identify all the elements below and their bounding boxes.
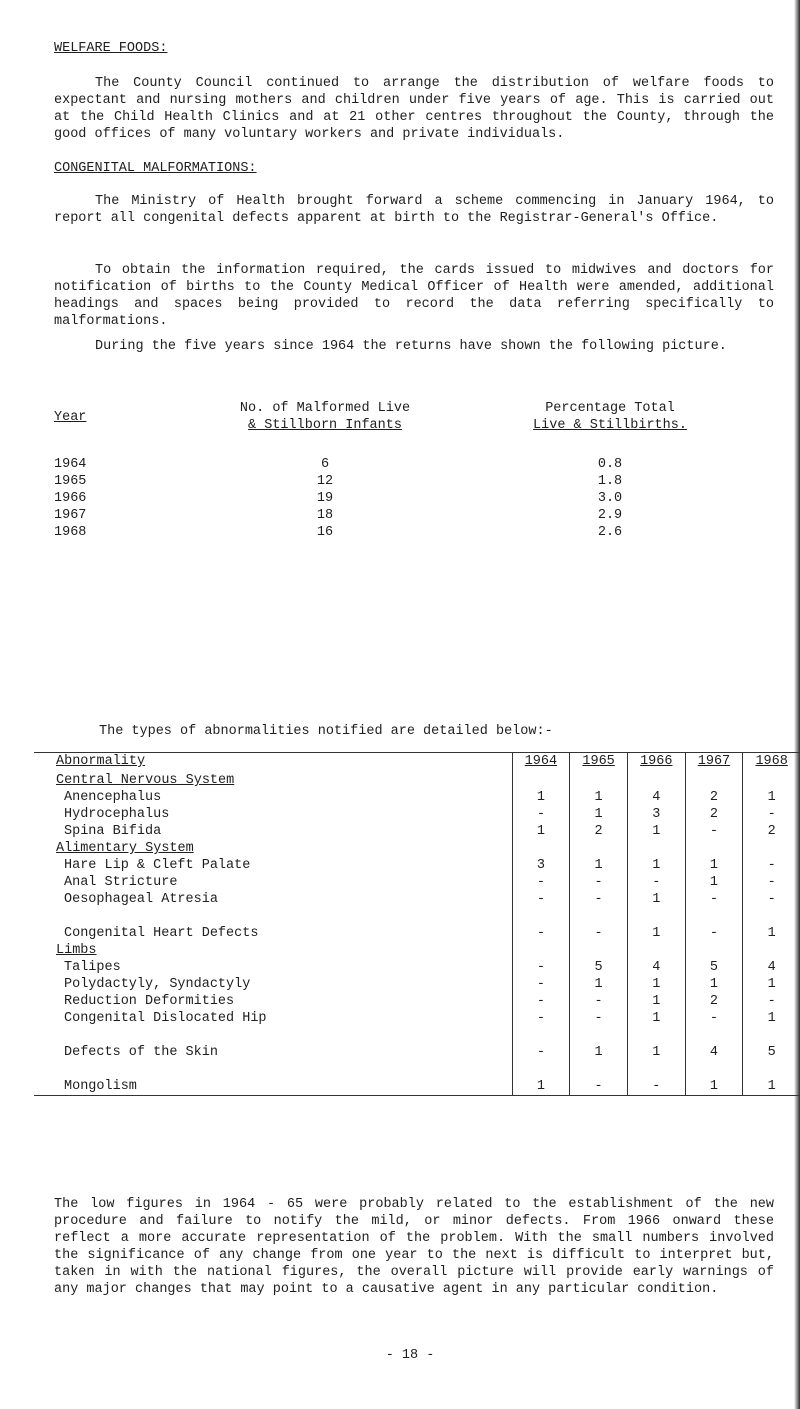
table-row xyxy=(34,806,800,823)
welfare-paragraph: The County Council continued to arrange the distribution of welfare foods to expectant and nursing mothers and children under five years of age. This is carried out at the Child Health Clinics and at 21 other centres throughout the County, through the good offices of many voluntary workers and private individuals. xyxy=(54,76,774,142)
summary-col-year: Year xyxy=(54,410,87,425)
summary-year: 1964 xyxy=(54,457,87,472)
summary-table xyxy=(54,456,774,541)
summary-year: 1966 xyxy=(54,491,87,506)
row-value: 1 xyxy=(743,789,800,806)
summary-col-percent-line2: Live & Stillbirths. xyxy=(533,418,687,433)
row-value: - xyxy=(685,925,743,942)
row-value: 1 xyxy=(570,857,628,874)
row-value: - xyxy=(512,1044,570,1061)
row-value: 1 xyxy=(685,1078,743,1096)
summary-percent: 1.8 xyxy=(597,474,623,489)
empty-cell xyxy=(570,772,628,789)
row-value: - xyxy=(512,874,570,891)
row-value: - xyxy=(570,1078,628,1096)
summary-percent: 0.8 xyxy=(597,457,623,472)
row-value: 1 xyxy=(627,857,685,874)
row-label: Defects of the Skin xyxy=(64,1045,218,1060)
section-title-row xyxy=(34,772,800,789)
empty-cell xyxy=(512,1061,570,1078)
row-label: Anal Stricture xyxy=(64,875,178,890)
row-value: - xyxy=(743,874,800,891)
section-spacer-row xyxy=(34,1061,800,1078)
table-row xyxy=(34,925,800,942)
row-label: Hare Lip & Cleft Palate xyxy=(64,858,251,873)
row-value: 1 xyxy=(512,1078,570,1096)
empty-cell xyxy=(570,840,628,857)
row-value: 4 xyxy=(627,959,685,976)
header-year: 1968 xyxy=(743,753,800,773)
row-value: 1 xyxy=(570,806,628,823)
row-value: 1 xyxy=(627,993,685,1010)
empty-cell xyxy=(512,772,570,789)
row-value: 5 xyxy=(743,1044,800,1061)
summary-col-percent-line1: Percentage Total xyxy=(545,401,675,416)
table-row xyxy=(34,789,800,806)
row-value: - xyxy=(570,891,628,908)
section-title-row xyxy=(34,942,800,959)
closing-paragraph: The low figures in 1964 - 65 were probably related to the establishment of the new procedure and failure to notify the mild, or minor defects. From 1966 onward these reflect a more accurate representation of the problem. With the small numbers involved the significance of any change from one year to the next is difficult to interpret but, taken in with the national figures, the overall picture will provide early warnings of any major changes that may point to a causative agent in any particular condition. xyxy=(54,1197,774,1297)
row-value: 1 xyxy=(627,976,685,993)
summary-number: 18 xyxy=(316,508,334,523)
summary-row xyxy=(54,456,774,473)
row-label: Spina Bifida xyxy=(64,824,162,839)
row-value: 2 xyxy=(685,789,743,806)
table-row xyxy=(34,993,800,1010)
section-spacer-row xyxy=(34,1027,800,1044)
row-value: 4 xyxy=(743,959,800,976)
summary-number: 6 xyxy=(320,457,330,472)
congenital-paragraph-3: During the five years since 1964 the returns have shown the following picture. xyxy=(95,339,727,354)
table-row xyxy=(34,891,800,908)
empty-cell xyxy=(743,1027,800,1044)
row-value: 1 xyxy=(627,1044,685,1061)
empty-cell xyxy=(627,1061,685,1078)
header-year: 1967 xyxy=(685,753,743,773)
header-year: 1964 xyxy=(512,753,570,773)
row-value: - xyxy=(570,874,628,891)
section-spacer xyxy=(34,1061,512,1078)
summary-number: 12 xyxy=(316,474,334,489)
empty-cell xyxy=(743,840,800,857)
summary-year: 1968 xyxy=(54,525,87,540)
congenital-paragraph-2: To obtain the information required, the cards issued to midwives and doctors for notification of births to the County Medical Officer of Health were amended, additional headings and spaces being provided to record the data referring specifically to malformations. xyxy=(54,263,774,329)
row-label: Hydrocephalus xyxy=(64,807,170,822)
empty-cell xyxy=(685,1061,743,1078)
summary-row xyxy=(54,524,774,541)
congenital-paragraph-1: The Ministry of Health brought forward a scheme commencing in January 1964, to report all congenital defects apparent at birth to the Registrar-General's Office. xyxy=(54,194,774,226)
summary-row xyxy=(54,473,774,490)
empty-cell xyxy=(570,1061,628,1078)
row-value: 1 xyxy=(685,857,743,874)
empty-cell xyxy=(570,1027,628,1044)
section-title: Alimentary System xyxy=(56,841,194,856)
table-row xyxy=(34,857,800,874)
empty-cell xyxy=(743,908,800,925)
table-row xyxy=(34,1044,800,1061)
row-label: Polydactyly, Syndactyly xyxy=(64,977,251,992)
row-value: 1 xyxy=(743,1078,800,1096)
empty-cell xyxy=(512,942,570,959)
row-value: 2 xyxy=(570,823,628,840)
row-value: - xyxy=(512,806,570,823)
row-value: 1 xyxy=(512,823,570,840)
header-abnormality: Abnormality xyxy=(34,753,512,773)
row-value: - xyxy=(512,976,570,993)
row-value: 5 xyxy=(685,959,743,976)
summary-col-number-line2: & Stillborn Infants xyxy=(248,418,402,433)
summary-year: 1967 xyxy=(54,508,87,523)
empty-cell xyxy=(685,908,743,925)
empty-cell xyxy=(512,1027,570,1044)
empty-cell xyxy=(685,1027,743,1044)
section-spacer-row xyxy=(34,908,800,925)
types-intro: The types of abnormalities notified are detailed below:- xyxy=(99,724,553,739)
summary-percent: 2.6 xyxy=(597,525,623,540)
summary-col-number-line1: No. of Malformed Live xyxy=(239,401,411,416)
summary-number: 19 xyxy=(316,491,334,506)
row-value: 1 xyxy=(627,925,685,942)
row-label: Mongolism xyxy=(34,1078,512,1096)
row-value: - xyxy=(685,823,743,840)
row-value: 5 xyxy=(570,959,628,976)
summary-header xyxy=(54,400,774,440)
section-spacer xyxy=(34,1027,512,1044)
summary-percent: 3.0 xyxy=(597,491,623,506)
row-value: 1 xyxy=(570,789,628,806)
empty-cell xyxy=(627,942,685,959)
section-title: Central Nervous System xyxy=(56,773,235,788)
row-value: 2 xyxy=(685,993,743,1010)
row-value: - xyxy=(512,993,570,1010)
empty-cell xyxy=(627,840,685,857)
row-value: - xyxy=(743,857,800,874)
abnormality-table xyxy=(34,752,800,1096)
header-year: 1965 xyxy=(570,753,628,773)
row-value: 2 xyxy=(743,823,800,840)
row-label: Reduction Deformities xyxy=(64,994,235,1009)
page-number: - 18 - xyxy=(385,1348,435,1363)
empty-cell xyxy=(570,942,628,959)
empty-cell xyxy=(512,840,570,857)
empty-cell xyxy=(627,908,685,925)
table-row xyxy=(34,959,800,976)
row-value: - xyxy=(512,925,570,942)
row-value: 1 xyxy=(685,874,743,891)
table-row xyxy=(34,823,800,840)
section-title-row xyxy=(34,840,800,857)
row-value: 1 xyxy=(627,1010,685,1027)
empty-cell xyxy=(627,772,685,789)
row-label: Congenital Dislocated Hip xyxy=(64,1011,267,1026)
row-value: 4 xyxy=(685,1044,743,1061)
row-value: - xyxy=(512,891,570,908)
summary-year: 1965 xyxy=(54,474,87,489)
row-label: Talipes xyxy=(64,960,121,975)
empty-cell xyxy=(570,908,628,925)
table-header-row xyxy=(34,753,800,773)
row-value: 1 xyxy=(743,1010,800,1027)
row-value: 1 xyxy=(570,976,628,993)
row-value: 1 xyxy=(512,789,570,806)
summary-number: 16 xyxy=(316,525,334,540)
row-value: 4 xyxy=(627,789,685,806)
row-value: - xyxy=(743,806,800,823)
empty-cell xyxy=(512,908,570,925)
row-value: - xyxy=(685,1010,743,1027)
row-label: Anencephalus xyxy=(64,790,162,805)
row-value: - xyxy=(512,1010,570,1027)
row-value: 1 xyxy=(685,976,743,993)
empty-cell xyxy=(685,772,743,789)
row-value: - xyxy=(570,1010,628,1027)
empty-cell xyxy=(685,942,743,959)
table-row xyxy=(34,874,800,891)
row-value: - xyxy=(743,891,800,908)
row-value: - xyxy=(627,1078,685,1096)
congenital-heading: CONGENITAL MALFORMATIONS: xyxy=(54,161,257,176)
row-value: - xyxy=(570,993,628,1010)
empty-cell xyxy=(743,942,800,959)
row-value: - xyxy=(627,874,685,891)
empty-cell xyxy=(627,1027,685,1044)
summary-row xyxy=(54,507,774,524)
row-value: 3 xyxy=(512,857,570,874)
table-row xyxy=(34,976,800,993)
row-value: 1 xyxy=(570,1044,628,1061)
row-value: 3 xyxy=(627,806,685,823)
row-value: 1 xyxy=(743,976,800,993)
row-value: 1 xyxy=(627,823,685,840)
row-value: 1 xyxy=(743,925,800,942)
table-row xyxy=(34,1010,800,1027)
header-year: 1966 xyxy=(627,753,685,773)
row-value: - xyxy=(685,891,743,908)
empty-cell xyxy=(743,772,800,789)
page-edge-shadow xyxy=(794,0,800,1409)
section-title: Limbs xyxy=(56,943,97,958)
section-spacer xyxy=(34,908,512,925)
row-value: - xyxy=(512,959,570,976)
summary-percent: 2.9 xyxy=(597,508,623,523)
empty-cell xyxy=(743,1061,800,1078)
row-value: 1 xyxy=(627,891,685,908)
row-label: Congenital Heart Defects xyxy=(64,926,259,941)
row-value: - xyxy=(743,993,800,1010)
table-row xyxy=(34,1078,800,1096)
row-value: - xyxy=(570,925,628,942)
row-label: Oesophageal Atresia xyxy=(64,892,218,907)
row-value: 2 xyxy=(685,806,743,823)
empty-cell xyxy=(685,840,743,857)
summary-row xyxy=(54,490,774,507)
welfare-heading: WELFARE FOODS: xyxy=(54,41,168,56)
